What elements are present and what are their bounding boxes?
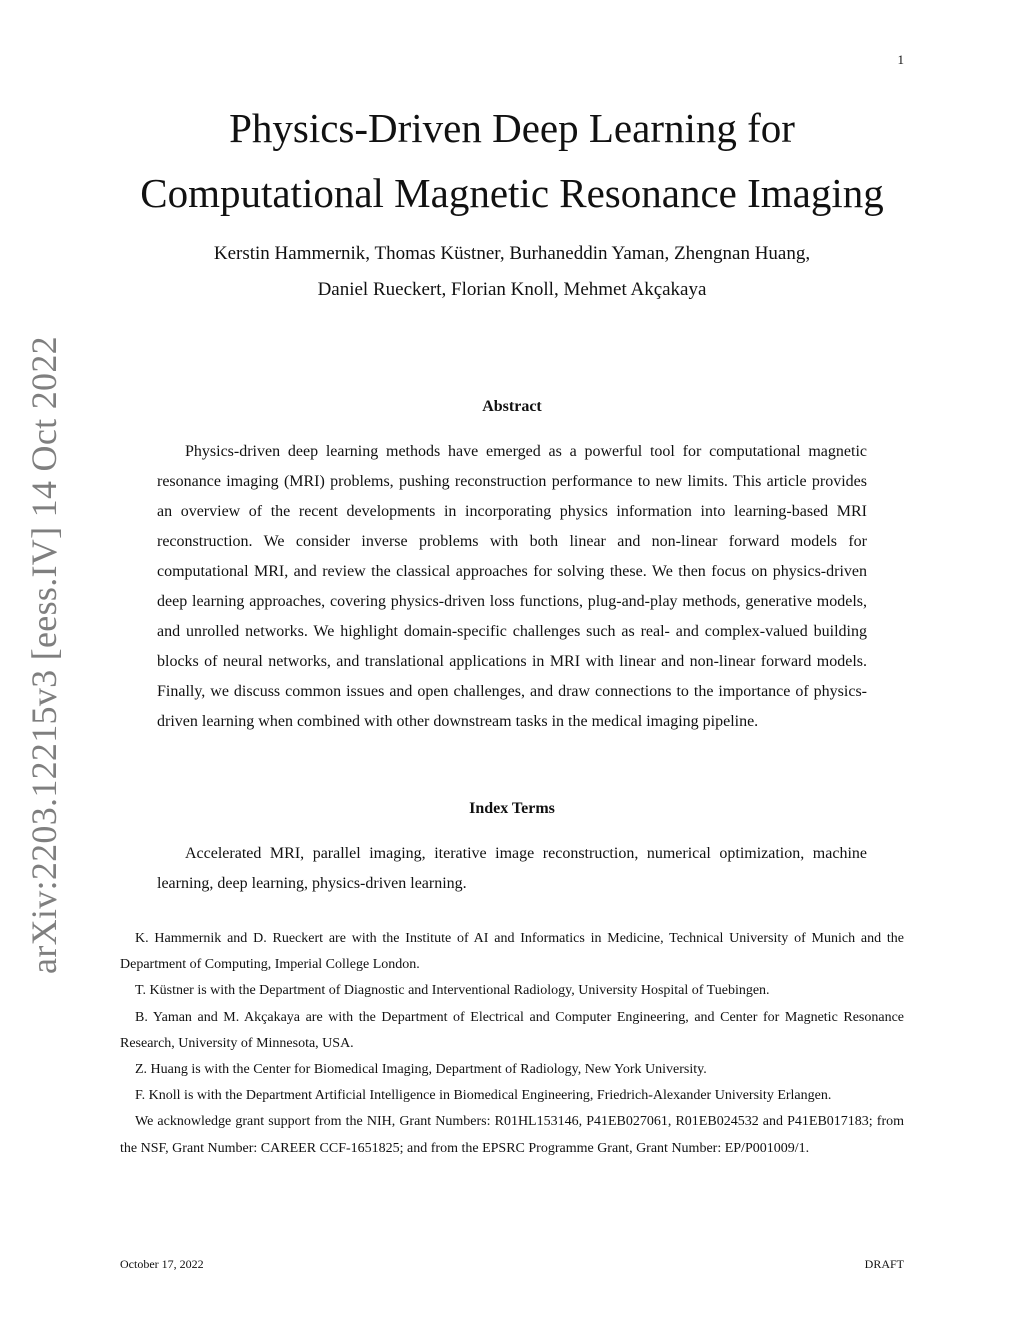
abstract-text: Physics-driven deep learning methods have emerged as a powerful tool for computational magnetic resonance imaging (MRI) problems, pushing reconstruction performance to new limits. This article provides an overview of the recent developments in incorporating physics information into learning-based MRI reconstruction. We consider inverse problems with both linear and non-linear forward models for computational MRI, and review the classical approaches for solving these. We then focus on physics-driven deep learning approaches, covering physics-driven loss functions, plug-and-play methods, generative models, and unrolled networks. We highlight domain-specific challenges such as real- and complex-valued building blocks of neural networks, and translational applications in MRI with linear and non-linear forward models. Finally, we discuss common issues and open challenges, and draw connections to the importance of physics-driven learning when combined with other downstream tasks in the medical imaging pipeline.	[157, 443, 867, 730]
footnote-yaman-akcakaya: B. Yaman and M. Akçakaya are with the Department of Electrical and Computer Engineering, and Center for Magnetic Resonance Research, University of Minnesota, USA.	[120, 1009, 904, 1051]
authors-line-1: Kerstin Hammernik, Thomas Küstner, Burhaneddin Yaman, Zhengnan Huang,	[213, 243, 811, 264]
index-terms-heading: Index Terms	[469, 800, 555, 817]
authors-line-2: Daniel Rueckert, Florian Knoll, Mehmet Akçakaya	[317, 279, 707, 300]
arxiv-identifier: arXiv:2203.12215v3 [eess.IV] 14 Oct 2022	[24, 336, 64, 974]
abstract-heading: Abstract	[482, 398, 542, 415]
author-list	[0, 236, 1024, 308]
paper-title	[0, 96, 1024, 226]
footnote-kustner: T. Küstner is with the Department of Diagnostic and Interventional Radiology, University Hospital of Tuebingen.	[135, 983, 770, 999]
affiliation-footnotes	[120, 926, 904, 1162]
page-number: 1	[897, 52, 904, 67]
index-terms-text: Accelerated MRI, parallel imaging, iterative image reconstruction, numerical optimization, machine learning, deep learning, physics-driven learning.	[157, 845, 867, 892]
footnote-knoll: F. Knoll is with the Department Artificial Intelligence in Biomedical Engineering, Friedrich-Alexander University Erlangen.	[135, 1088, 832, 1104]
title-line-2: Computational Magnetic Resonance Imaging	[140, 170, 884, 216]
title-line-1: Physics-Driven Deep Learning for	[229, 105, 795, 151]
footnote-hammernik-rueckert: K. Hammernik and D. Rueckert are with the Institute of AI and Informatics in Medicine, Technical University of Munich and the Department of Computing, Imperial College London.	[120, 931, 904, 973]
footer-draft-label: DRAFT	[864, 1257, 904, 1271]
footnote-huang: Z. Huang is with the Center for Biomedical Imaging, Department of Radiology, New York University.	[135, 1062, 707, 1078]
footer-date: October 17, 2022	[120, 1257, 204, 1271]
footnote-grant-acknowledgement: We acknowledge grant support from the NIH, Grant Numbers: R01HL153146, P41EB027061, R01EB024532 and P41EB017183; from the NSF, Grant Number: CAREER CCF-1651825; and from the EPSRC Programme Grant, Grant Number: EP/P001009/1.	[120, 1114, 904, 1156]
